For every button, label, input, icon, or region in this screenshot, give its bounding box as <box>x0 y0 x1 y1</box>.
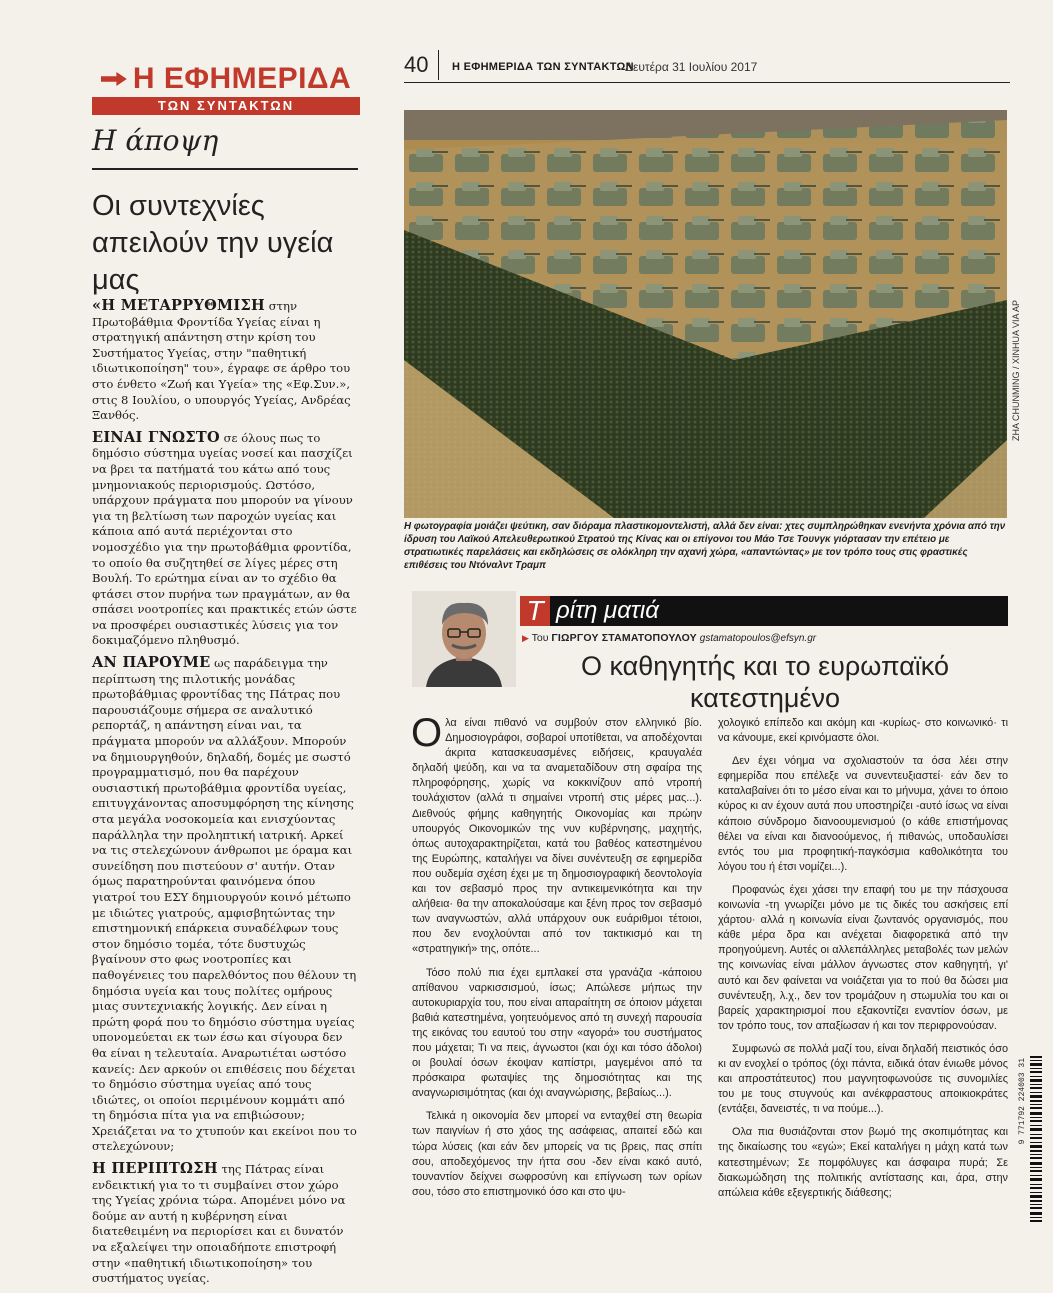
column-body-right <box>718 716 1008 1209</box>
column-paragraph: χολογικό επίπεδο και ακόμη και -κυρίως- στο κοινωνικό· τι να κάνουμε, εκεί κρινόμαστε όλοι. <box>718 717 1008 745</box>
kicker-title: ρίτη ματιά <box>556 597 659 624</box>
column-paragraph: Συμφωνώ σε πολλά μαζί του, είναι δηλαδή πειστικός όσο κι αν ενοχλεί ο τρόπος (όχι πάντα, ειδικά όταν ένιωθε μόνος και απροστάτευτος) που μαγνητοφωνούσε τις συνομιλίες του με τους στυγνούς και ανέκφραστους αποικιοκράτες (εντάξει, δανειστές, τι να πούμε...). <box>718 1042 1008 1116</box>
author-email[interactable]: gstamatopoulos@efsyn.gr <box>699 633 817 644</box>
editorial-paragraph <box>92 430 360 649</box>
paper-name: Η ΕΦΗΜΕΡΙΔΑ ΤΩΝ ΣΥΝΤΑΚΤΩΝ <box>452 61 634 73</box>
author-photo <box>412 591 516 687</box>
parade-photo-illustration <box>404 110 1007 518</box>
editorial-body <box>92 298 360 1293</box>
byline-prefix: Του <box>531 632 549 644</box>
paragraph-lead: Η ΠΕΡΙΠΤΩΣΗ <box>92 1160 218 1178</box>
logo-main-text: Η ΕΦΗΜΕΡΙΔΑ <box>132 62 352 95</box>
editorial-headline: Οι συντεχνίες απειλούν την υγεία μας <box>92 190 334 296</box>
header-separator <box>438 50 439 80</box>
barcode-icon <box>1024 1056 1042 1222</box>
barcode-digits: 9 771792 224003 31 <box>1018 1058 1027 1145</box>
section-title: Η άποψη <box>92 124 219 157</box>
paragraph-text: στην Πρωτοβάθμια Φροντίδα Υγείας είναι η στρατηγική απάντηση στην κρίση του Συστήματος Υγείας, στην "παθητική ιδιωτικοποίηση" του», έγραφε σε άρθρο του στο ένθετο «Ζωή και Υγεία» της «Εφ.Συν.», στις 8 Ιουλίου, ο υπουργός Υγείας, Ανδρέας Ξανθός. <box>92 299 351 423</box>
issue-date: Δευτέρα 31 Ιουλίου 2017 <box>625 60 758 74</box>
header-rule <box>404 82 1010 83</box>
column-body-left <box>411 711 702 1208</box>
page-number: 40 <box>404 52 429 77</box>
paragraph-lead: ΑΝ ΠΑΡΟΥΜΕ <box>92 654 211 672</box>
paragraph-text: σε όλους πως το δημόσιο σύστημα υγείας νοσεί και πασχίζει να βρει τα πατήματά του κάτω από τους μνημονιακούς περιορισμούς. Ωστόσο, υπάρχουν πράγματα που μπορούν να γίνουν για τη βελτίωση των παροχών υγείας και κάποια από αυτά περιέχονται στο νομοσχέδιο για την πρωτοβάθμια φροντίδα, το οποίο θα συζητηθεί σε λίγες μέρες στη Βουλή. Το ερώτημα είναι αν το σχέδιο θα φτάσει στον πυρήνα των πραγμάτων, αν θα σπάσει νοοτροπίες και πρακτικές ετών ώστε να προσφέρει ουσιαστικές λύσεις για τον δοκιμαζόμενο πληθυσμό. <box>92 430 357 648</box>
column-paragraph: Τελικά η οικονομία δεν μπορεί να ενταχθεί στη θεωρία των παιγνίων ή στο χάος της ασάφειας, απαιτεί εδώ και τώρα λύσεις (και εάν δεν μπορείς να τις βρεις, πας σπίτι σου, αποδεχόμενος την ήττα σου -δεν είναι κακό αυτό, τουναντίον δείχνει σωφροσύνη και επίγνωση των ορίων σου, τόσο στο επιστημονικό όσο και στο ψυ- <box>412 1110 702 1198</box>
editorial-paragraph <box>92 655 360 1155</box>
section-divider <box>92 168 358 170</box>
photo-caption: Η φωτογραφία μοιάζει ψεύτικη, σαν διόραμα πλαστικομοντελιστή, αλλά δεν είναι: χτες συμπληρώθηκαν ενενήντα χρόνια από την ίδρυση του Λαϊκού Απελευθερωτικού Στρατού της Κίνας και οι επίγονοι του Μάο Τσε Τουνγκ γιόρτασαν την επέτειο με στρατιωτικές παρελάσεις και εκδηλώσεις σε ολόκληρη την αχανή χώρα, «απαντώντας» με τον τρόπο τους στις φραστικές επιθέσεις του Ντόναλντ Τραμπ <box>404 521 1006 571</box>
column-paragraph: Ολα πια θυσιάζονται στον βωμό της σκοπιμότητας και της δικαίωσης του «εγώ»; Εκεί καταλήγει η μάχη κατά των κατεστημένων; Σε πομφόλυγες και άσφαιρα πυρά; Σε διακωμώδηση της πολιτικής αντίστασης και, άρα, στην απώλεια κάθε εξεγερτικής διάθεσης; <box>718 1126 1008 1199</box>
paragraph-text: λα είναι πιθανό να συμβούν στον ελληνικό βίο. Δημοσιογράφοι, σοβαροί υποτίθεται, να αποδέχονται άκριτα κατασκευασμένες ειδήσεις, κραυγαλέα δηλαδή ψεύδη, και να τα αναμεταδίδουν στη σφαίρα της πληροφόρησης, χωρίς να κοκκινίζουν από ντροπή τουλάχιστον (αλλά τι σημαίνει ντροπή στις μέρες μας...). Διεθνούς φήμης καθηγητής Οικονομίας και πρώην υπουργός Οικονομικών της νυν κυβέρνησης, μαχητής, όπως αυτοχαρακτηρίζεται, κατά του βαθέος κατεστημένου της Ευρώπης, καταλήγει να δίνει συνέντευξη σε εφημερίδα που ουδεμία σχέση έχει με τη δημοσιογραφική δεοντολογία και τον σεβασμό προς την αντικειμενικότητα και την αλήθεια· θα την αποκαλούσαμε και ξένη προς τον σεβασμό των αναγνωστών, αλλά υπάρχουν ουκ ευάριθμοι τέτοιοι, που δεν ενοχλούνται από τον τακτικισμό και τη «στρατηγική» της, οπότε... <box>412 717 702 956</box>
logo-sub-text: ΤΩΝ ΣΥΝΤΑΚΤΩΝ <box>92 97 360 115</box>
photo-credit: ZHA CHUNMING / XINHUA VIA AP <box>1011 300 1021 442</box>
editorial-paragraph <box>92 298 360 424</box>
column-headline: Ο καθηγητής και το ευρωπαϊκό κατεστημένο <box>580 651 949 713</box>
column-paragraph: Τόσο πολύ πια έχει εμπλακεί στα γρανάζια -κάποιου απίθανου ναρκισσισμού, ίσως; Απώλεσε μήπως την αυτοκυριαρχία του, που είναι απαραίτητη σε όποιον μάχεται βαθιά κατεστημένα, γοητευόμενος από τη συνεχή παρουσία της εικόνας του εαυτού του στην «αγορά» του συστήματος που μάχεται; Τι να πεις, άγνωστοι (και όχι και τόσο άδολοι) οι βουλαί όσων έκοψαν καπίστρι, μαγεμένοι από τα πρόσκαιρα φωταψίες της δημοσιότητας και της αναγνωρισιμότητας (και όχι αναγνώρισης, βεβαίως...). <box>412 966 702 1100</box>
column-paragraph: Δεν έχει νόημα να σχολιαστούν τα όσα λέει στην εφημερίδα που επέλεξε να συνεντευξιαστεί· εάν δεν το καταλαβαίνει ότι το μέσο είναι και το μήνυμα, χάνει το όποιο κύρος κι αν έχουν αυτά που υποστηρίζει -αυτό ίσως να είναι κάποιο σύνδρομο διανοουμενισμού (ο κάθε επιστήμονας θέλει να είναι και διανοούμενος, ή πιθανώς, υποδαυλίσει εντός του μια προφητική-παγκόσμια καθολικότητα του λόγου του ή έτσι νομίζει...). <box>718 755 1008 873</box>
editorial-paragraph <box>92 1161 360 1287</box>
paragraph-lead: ΕΙΝΑΙ ΓΝΩΣΤΟ <box>92 428 220 446</box>
column-paragraph <box>411 711 702 958</box>
column-paragraph: Προφανώς έχει χάσει την επαφή του με την πάσχουσα κοινωνία -τη γνωρίζει μόνο με τις δικές του ασκήσεις επί χάρτου· αλλά η κοινωνία είναι ζωντανός οργανισμός, που κάθε μέρα δρα και ανέχεται διαφορετικά από την προηγούμενη. Αυτές οι αλλεπάλληλες μεταβολές των μελών της κοινωνίας είναι μάλλον άγνωστες στον καθηγητή, γι' αυτό και δεν φαίνεται να νοιάζεται για το πού θα δώσει μια συνέντευξη, λ.χ., δεν τον τρομάζουν η στωμυλία του και οι βαρείς χαρακτηρισμοί που εξακοντίζει εναντίον όσων, με τον τρόπο τους, τον απαξίωσαν ή και τον περιφρονούσαν. <box>718 883 1008 1032</box>
parade-photo <box>404 110 1007 518</box>
paragraph-lead: «Η ΜΕΤΑΡΡΥΘΜΙΣΗ <box>92 297 266 314</box>
masthead-logo <box>92 62 360 115</box>
author-name: ΓΙΩΡΓΟΥ ΣΤΑΜΑΤΟΠΟΥΛΟΥ <box>551 632 697 644</box>
byline <box>522 632 816 644</box>
author-portrait-icon <box>412 591 516 687</box>
paragraph-text: ως παράδειγμα την περίπτωση της πιλοτικής μονάδας πρωτοβάθμιας φροντίδας της Πάτρας που παρουσιάζουμε σήμερα σε αναλυτικό ρεπορτάζ, η απάντηση είναι ναι, τα πράγματα μπορούν να αλλάξουν. Μπορούν να δημιουργηθούν, δηλαδή, δομές με σωστό προγραμματισμό, που θα παρέχουν ουσιαστική πρωτοβάθμια φροντίδα υγείας, επιτυγχάνοντας αποσυμφόρηση της κίνησης στα μεγάλα νοσοκομεία και ενισχύοντας παράλληλα την προληπτική ιατρική. Αρκεί να τις στελεχώνουν άνθρωποι με όραμα και συνείδηση που πιστεύουν σ' αυτήν. Οταν όμως παρατηρούνται φαινόμενα όπου γιατροί του ΕΣΥ δημιουργούν κοινό μέτωπο με ιδιώτες γιατρούς, αμφισβητώντας την επιστημονική επάρκεια συναδέλφων τους στον δημόσιο τομέα, τότε δυστυχώς βγαίνουν στο φως νοοτροπίες και παθογένειες του παρελθόντος που θέλουν τη δημόσια υγεία και τους πολίτες ομήρους μιας συντεχνιακής λογικής. Δεν είναι η πρώτη φορά που το δημόσιο σύστημα υγείας υπονομεύεται εκ των έσω και σίγουρα δεν θα είναι η τελευταία. Αναρωτιέται ωστόσο κανείς: Δεν αρκούν οι επιθέσεις που δέχεται το δημόσιο σύστημα υγείας από τους ιδιώτες, οι οποίοι περιμένουν κομμάτι από τη δημόσια πίτα για να επιβιώσουν; Χρειάζεται να το χτυπούν και εκείνοι που το στελεχώνουν; <box>92 656 357 1154</box>
arrow-icon <box>101 72 127 86</box>
drop-cap: Ο <box>411 711 443 755</box>
triangle-icon: ▶ <box>522 633 529 643</box>
paragraph-text: της Πάτρας είναι ενδεικτική για το τι συμβαίνει στον χώρο της Υγείας χρόνια τώρα. Απομένει μόνο να δούμε αν αυτή η κυβέρνηση είναι διατεθειμένη να περιορίσει και ει δυνατόν να εξαλείψει την οποιαδήποτε επιστροφή στην «παθητική ιδιωτικοποίηση» του συστήματος υγείας. <box>92 1162 346 1286</box>
kicker-initial: Τ <box>520 596 550 626</box>
